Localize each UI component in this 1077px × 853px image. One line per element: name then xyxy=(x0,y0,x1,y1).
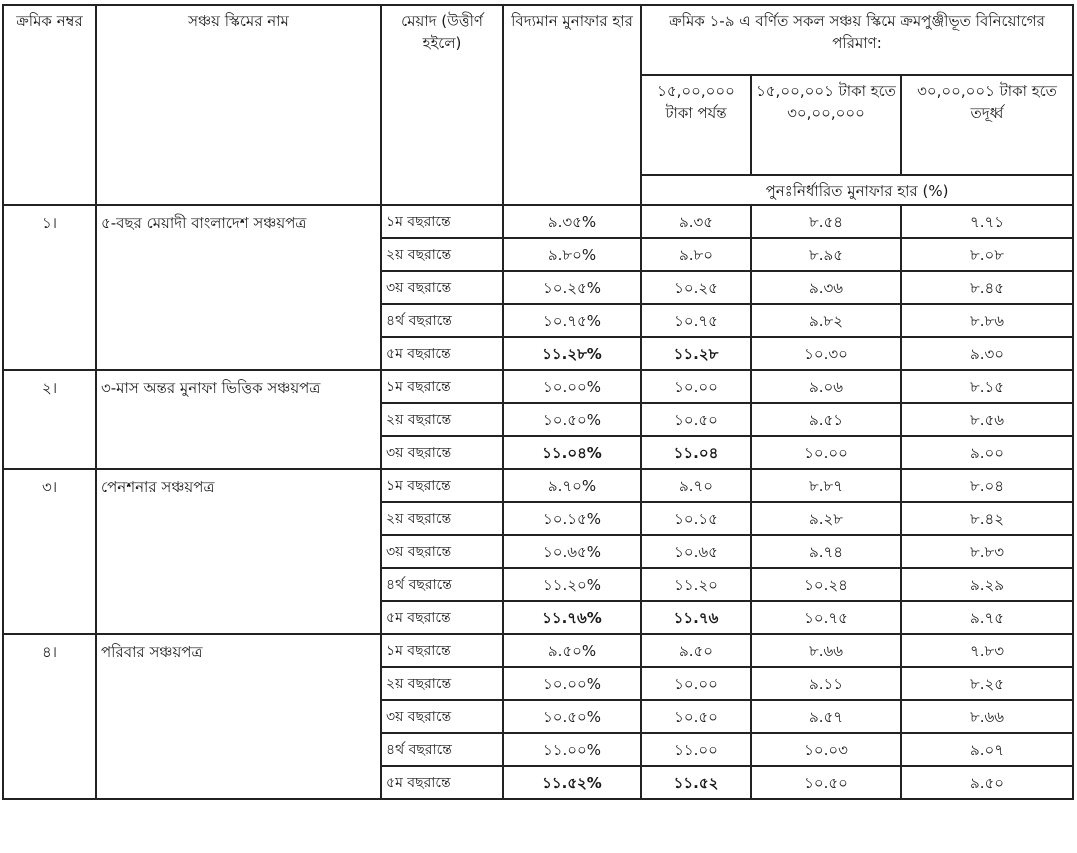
rate-tier-2-cell: ৯.২৮ xyxy=(751,502,901,535)
rate-tier-1-cell: ১১.২০ xyxy=(641,568,751,601)
scheme-serial: ১। xyxy=(3,205,96,370)
term-cell: ১ম বছরান্তে xyxy=(381,370,503,403)
term-cell: ৩য় বছরান্তে xyxy=(381,271,503,304)
term-cell: ৫ম বছরান্তে xyxy=(381,337,503,370)
term-cell: ৪র্থ বছরান্তে xyxy=(381,733,503,766)
current-rate-cell: ৯.৮০% xyxy=(503,238,641,271)
term-cell: ৩য় বছরান্তে xyxy=(381,436,503,469)
rate-tier-3-cell: ৮.৪৫ xyxy=(901,271,1073,304)
rate-tier-1-cell: ৯.৭০ xyxy=(641,469,751,502)
rate-tier-2-cell: ৯.৫৭ xyxy=(751,700,901,733)
rate-tier-1-cell: ১১.০৪ xyxy=(641,436,751,469)
header-serial: ক্রমিক নম্বর xyxy=(3,5,96,205)
table-row xyxy=(3,370,1073,403)
header-tier-2: ১৫,০০,০০১ টাকা হতে ৩০,০০,০০০ xyxy=(751,75,901,175)
current-rate-cell: ১০.১৫% xyxy=(503,502,641,535)
rate-tier-3-cell: ৮.৬৬ xyxy=(901,700,1073,733)
rate-tier-3-cell: ৮.৪২ xyxy=(901,502,1073,535)
header-current-rate: বিদ্যমান মুনাফার হার xyxy=(503,5,641,205)
term-cell: ১ম বছরান্তে xyxy=(381,205,503,238)
rate-tier-2-cell: ৯.৮২ xyxy=(751,304,901,337)
rate-tier-3-cell: ৯.২৯ xyxy=(901,568,1073,601)
rate-tier-3-cell: ৮.৮৩ xyxy=(901,535,1073,568)
scheme-name: পেনশনার সঞ্চয়পত্র xyxy=(96,469,381,634)
scheme-name: ৫-বছর মেয়াদী বাংলাদেশ সঞ্চয়পত্র xyxy=(96,205,381,370)
term-cell: ৪র্থ বছরান্তে xyxy=(381,568,503,601)
rate-tier-2-cell: ১০.৭৫ xyxy=(751,601,901,634)
rate-tier-3-cell: ৯.০০ xyxy=(901,436,1073,469)
scheme-serial: ২। xyxy=(3,370,96,469)
term-cell: ২য় বছরান্তে xyxy=(381,667,503,700)
term-cell: ১ম বছরান্তে xyxy=(381,634,503,667)
rate-tier-1-cell: ১০.০০ xyxy=(641,667,751,700)
term-cell: ৩য় বছরান্তে xyxy=(381,700,503,733)
rate-tier-2-cell: ৮.৯৫ xyxy=(751,238,901,271)
rate-tier-2-cell: ৯.১১ xyxy=(751,667,901,700)
rate-tier-1-cell: ১০.০০ xyxy=(641,370,751,403)
rate-tier-1-cell: ১১.০০ xyxy=(641,733,751,766)
current-rate-cell: ৯.৩৫% xyxy=(503,205,641,238)
rate-tier-3-cell: ৮.১৫ xyxy=(901,370,1073,403)
header-investment-group: ক্রমিক ১-৯ এ বর্ণিত সকল সঞ্চয় স্কিমে ক্রমপুঞ্জীভূত বিনিয়োগের পরিমাণ: xyxy=(641,5,1073,75)
current-rate-cell: ১০.৭৫% xyxy=(503,304,641,337)
table-body xyxy=(3,205,1073,799)
rate-tier-1-cell: ১০.২৫ xyxy=(641,271,751,304)
term-cell: ২য় বছরান্তে xyxy=(381,403,503,436)
rate-tier-1-cell: ১০.৭৫ xyxy=(641,304,751,337)
scheme-serial: ৪। xyxy=(3,634,96,799)
rate-tier-1-cell: ১১.২৮ xyxy=(641,337,751,370)
current-rate-cell: ১০.০০% xyxy=(503,667,641,700)
scheme-name: ৩-মাস অন্তর মুনাফা ভিত্তিক সঞ্চয়পত্র xyxy=(96,370,381,469)
header-scheme-name: সঞ্চয় স্কিমের নাম xyxy=(96,5,381,205)
rate-tier-3-cell: ৮.০৪ xyxy=(901,469,1073,502)
current-rate-cell: ১১.২৮% xyxy=(503,337,641,370)
term-cell: ১ম বছরান্তে xyxy=(381,469,503,502)
rate-tier-3-cell: ৯.৭৫ xyxy=(901,601,1073,634)
current-rate-cell: ১১.০৪% xyxy=(503,436,641,469)
current-rate-cell: ১১.৫২% xyxy=(503,766,641,799)
rate-tier-2-cell: ৮.৮৭ xyxy=(751,469,901,502)
current-rate-cell: ১০.৫০% xyxy=(503,700,641,733)
rate-tier-2-cell: ১০.৩০ xyxy=(751,337,901,370)
rate-tier-1-cell: ১০.১৫ xyxy=(641,502,751,535)
term-cell: ২য় বছরান্তে xyxy=(381,502,503,535)
current-rate-cell: ১০.০০% xyxy=(503,370,641,403)
rate-tier-3-cell: ৮.৫৬ xyxy=(901,403,1073,436)
rate-tier-1-cell: ৯.৮০ xyxy=(641,238,751,271)
table-row xyxy=(3,205,1073,238)
rate-tier-2-cell: ৯.৭৪ xyxy=(751,535,901,568)
rate-tier-2-cell: ৯.৫১ xyxy=(751,403,901,436)
rate-tier-1-cell: ১০.৫০ xyxy=(641,700,751,733)
term-cell: ৫ম বছরান্তে xyxy=(381,601,503,634)
rate-tier-2-cell: ৯.৩৬ xyxy=(751,271,901,304)
current-rate-cell: ১০.৬৫% xyxy=(503,535,641,568)
rate-tier-1-cell: ১০.৬৫ xyxy=(641,535,751,568)
scheme-serial: ৩। xyxy=(3,469,96,634)
rate-tier-2-cell: ১০.২৪ xyxy=(751,568,901,601)
header-tier-3: ৩০,০০,০০১ টাকা হতে তদূর্ধ্ব xyxy=(901,75,1073,175)
current-rate-cell: ১০.২৫% xyxy=(503,271,641,304)
term-cell: ৫ম বছরান্তে xyxy=(381,766,503,799)
savings-rate-table xyxy=(2,4,1074,800)
header-revised-rate: পুনঃনির্ধারিত মুনাফার হার (%) xyxy=(641,175,1073,205)
rate-tier-3-cell: ৮.২৫ xyxy=(901,667,1073,700)
rate-tier-3-cell: ৮.০৮ xyxy=(901,238,1073,271)
rate-tier-1-cell: ১০.৫০ xyxy=(641,403,751,436)
term-cell: ২য় বছরান্তে xyxy=(381,238,503,271)
rate-tier-2-cell: ১০.৫০ xyxy=(751,766,901,799)
table-row xyxy=(3,469,1073,502)
current-rate-cell: ১০.৫০% xyxy=(503,403,641,436)
rate-tier-1-cell: ১১.৭৬ xyxy=(641,601,751,634)
rate-tier-1-cell: ১১.৫২ xyxy=(641,766,751,799)
rate-tier-3-cell: ৯.০৭ xyxy=(901,733,1073,766)
rate-tier-1-cell: ৯.৩৫ xyxy=(641,205,751,238)
rate-tier-2-cell: ৮.৫৪ xyxy=(751,205,901,238)
rate-tier-3-cell: ৭.৮৩ xyxy=(901,634,1073,667)
term-cell: ৪র্থ বছরান্তে xyxy=(381,304,503,337)
rate-tier-2-cell: ১০.০০ xyxy=(751,436,901,469)
scheme-name: পরিবার সঞ্চয়পত্র xyxy=(96,634,381,799)
header-tier-1: ১৫,০০,০০০ টাকা পর্যন্ত xyxy=(641,75,751,175)
rate-tier-3-cell: ৯.৫০ xyxy=(901,766,1073,799)
rate-tier-2-cell: ৮.৬৬ xyxy=(751,634,901,667)
table-row xyxy=(3,634,1073,667)
header-term: মেয়াদ (উত্তীর্ণ হইলে) xyxy=(381,5,503,205)
rate-tier-2-cell: ৯.০৬ xyxy=(751,370,901,403)
rate-tier-3-cell: ৯.৩০ xyxy=(901,337,1073,370)
current-rate-cell: ১১.০০% xyxy=(503,733,641,766)
current-rate-cell: ৯.৫০% xyxy=(503,634,641,667)
rate-tier-2-cell: ১০.০৩ xyxy=(751,733,901,766)
table-header xyxy=(3,5,1073,205)
rate-tier-1-cell: ৯.৫০ xyxy=(641,634,751,667)
current-rate-cell: ১১.৭৬% xyxy=(503,601,641,634)
term-cell: ৩য় বছরান্তে xyxy=(381,535,503,568)
current-rate-cell: ৯.৭০% xyxy=(503,469,641,502)
rate-tier-3-cell: ৮.৮৬ xyxy=(901,304,1073,337)
rate-tier-3-cell: ৭.৭১ xyxy=(901,205,1073,238)
current-rate-cell: ১১.২০% xyxy=(503,568,641,601)
